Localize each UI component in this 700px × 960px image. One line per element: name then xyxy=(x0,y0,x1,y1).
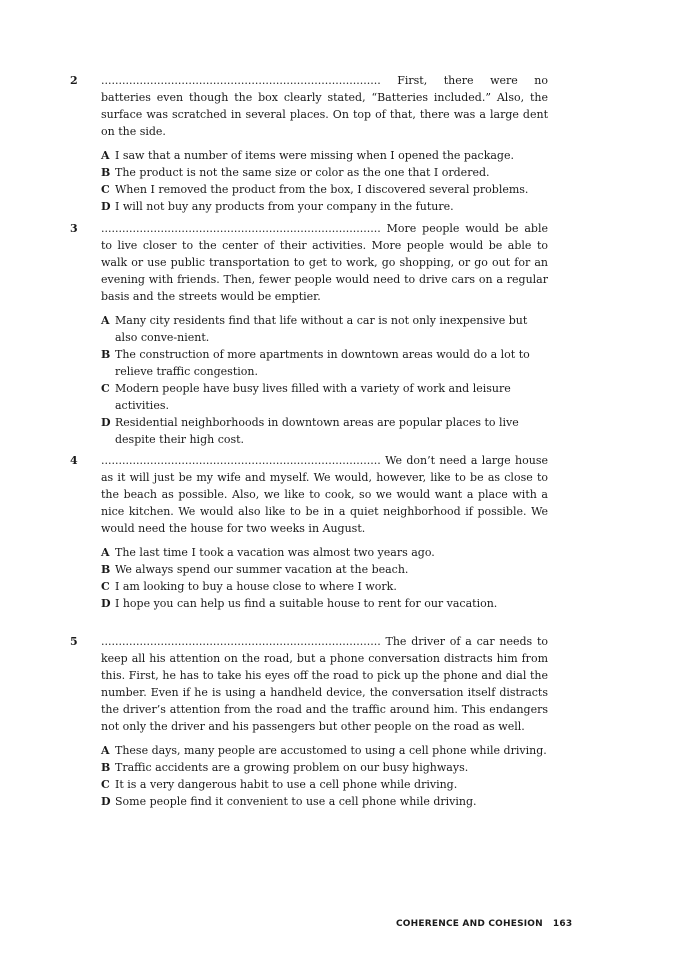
option-text: I am looking to buy a house close to where I work. xyxy=(115,580,397,593)
option-b xyxy=(101,561,548,578)
question-body xyxy=(101,72,548,215)
section-title: COHERENCE AND COHESION xyxy=(396,919,543,929)
question-stem: ................................................................................ We don’t need a large house as it will just be my wife and myself. We would, however, like to be as close to the beach as possible. Also, we like to cook, so we would want a place with a nice kitchen. We would also like to be in a quiet neighborhood if possible. We would need the house for two weeks in August. xyxy=(101,454,548,535)
option-b xyxy=(101,164,548,181)
option-text: Residential neighborhoods in downtown areas are popular places to live despite their high cost. xyxy=(115,416,519,446)
option-text: We always spend our summer vacation at the beach. xyxy=(115,563,409,576)
option-letter: A xyxy=(101,546,110,559)
option-letter: A xyxy=(101,314,110,327)
option-letter: C xyxy=(101,183,110,196)
option-letter: C xyxy=(101,778,110,791)
option-letter: D xyxy=(101,795,111,808)
option-text: I saw that a number of items were missing when I opened the package. xyxy=(115,149,514,162)
option-text: I will not buy any products from your company in the future. xyxy=(115,200,454,213)
answer-options xyxy=(101,312,548,448)
question-stem: ................................................................................ The driver of a car needs to keep all his attention on the road, but a phone conversation distracts him from this. First, he has to take his eyes off the road to pick up the phone and dial the number. Even if he is using a handheld device, the conversation itself distracts the driver’s attention from the road and the traffic around him. This endangers not only the driver and his passengers but other people on the road as well. xyxy=(101,635,548,733)
option-letter: D xyxy=(101,597,111,610)
option-letter: A xyxy=(101,744,110,757)
option-a xyxy=(101,312,548,346)
option-text: I hope you can help us find a suitable house to rent for our vacation. xyxy=(115,597,498,610)
option-text: These days, many people are accustomed to using a cell phone while driving. xyxy=(115,744,547,757)
option-c xyxy=(101,380,548,414)
option-b xyxy=(101,759,548,776)
question-number: 5 xyxy=(70,635,78,648)
option-a xyxy=(101,544,548,561)
option-letter: D xyxy=(101,416,111,429)
option-text: It is a very dangerous habit to use a cell phone while driving. xyxy=(115,778,458,791)
question-number: 4 xyxy=(70,454,78,467)
question-number: 3 xyxy=(70,222,78,235)
option-d xyxy=(101,414,548,448)
page-number: 163 xyxy=(552,919,573,929)
option-letter: C xyxy=(101,580,110,593)
option-text: The last time I took a vacation was almost two years ago. xyxy=(115,546,435,559)
option-text: Modern people have busy lives filled with a variety of work and leisure activities. xyxy=(115,382,511,412)
option-letter: B xyxy=(101,563,111,576)
option-a xyxy=(101,147,548,164)
option-d xyxy=(101,595,548,612)
answer-options xyxy=(101,544,548,612)
question-stem: ................................................................................ First, there were no batteries even though the box clearly stated, “Batteries included.” Also, the surface was scratched in several places. On top of that, there was a large dent on the side. xyxy=(101,74,548,138)
answer-options xyxy=(101,147,548,215)
option-text: Many city residents find that life without a car is not only inexpensive but also conve-nient. xyxy=(115,314,528,344)
option-a xyxy=(101,742,548,759)
option-letter: D xyxy=(101,200,111,213)
option-text: The product is not the same size or color as the one that I ordered. xyxy=(115,166,490,179)
option-text: When I removed the product from the box, I discovered several problems. xyxy=(115,183,529,196)
question-stem: ................................................................................ More people would be able to live closer to the center of their activities. More people would be able to walk or use public transportation to get to work, go shopping, or go out for an evening with friends. Then, fewer people would need to drive cars on a regular basis and the streets would be emptier. xyxy=(101,222,548,303)
question-number: 2 xyxy=(70,74,78,87)
option-letter: B xyxy=(101,166,111,179)
option-d xyxy=(101,198,548,215)
answer-options xyxy=(101,742,548,810)
page-footer xyxy=(396,919,572,929)
option-letter: B xyxy=(101,348,111,361)
option-c xyxy=(101,578,548,595)
option-c xyxy=(101,181,548,198)
question-body xyxy=(101,452,548,612)
option-letter: B xyxy=(101,761,111,774)
option-b xyxy=(101,346,548,380)
question-body xyxy=(101,633,548,810)
option-letter: C xyxy=(101,382,110,395)
option-text: The construction of more apartments in downtown areas would do a lot to relieve traffic congestion. xyxy=(115,348,530,378)
option-c xyxy=(101,776,548,793)
option-d xyxy=(101,793,548,810)
question-body xyxy=(101,220,548,448)
option-text: Traffic accidents are a growing problem on our busy highways. xyxy=(115,761,469,774)
option-text: Some people find it convenient to use a cell phone while driving. xyxy=(115,795,477,808)
option-letter: A xyxy=(101,149,110,162)
